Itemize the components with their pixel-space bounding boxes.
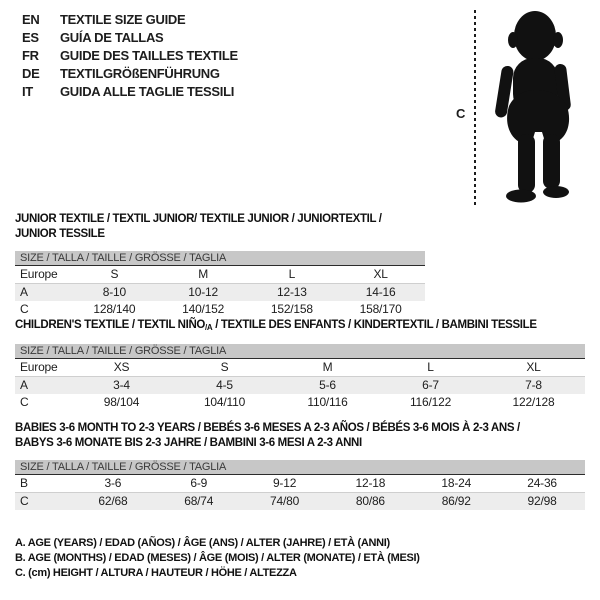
section-junior-textile (15, 212, 425, 318)
table-cell: 104/110 (203, 395, 246, 409)
table-cell: 68/74 (184, 494, 214, 508)
section-childrens-textile (15, 318, 585, 411)
lang-title: TEXTILGRÖßENFÜHRUNG (60, 65, 220, 81)
table-cell: 6-9 (156, 475, 242, 493)
children-size-table (15, 359, 585, 411)
section-heading-line1: BABIES 3-6 MONTH TO 2-3 YEARS / BEBÉS 3-6 MESES A 2-3 AÑOS / BÉBÉS 3-6 MOIS À 2-3 ANS / (15, 422, 520, 434)
lang-title: GUÍA DE TALLAS (60, 29, 164, 45)
lang-row-de (22, 64, 238, 82)
table-cell: 12-18 (327, 475, 413, 493)
language-title-list (22, 10, 238, 100)
lang-code: EN (22, 11, 40, 27)
table-row (15, 493, 585, 511)
table-cell: 152/158 (270, 302, 313, 316)
table-cell: 4-5 (216, 378, 233, 392)
column-header: M (159, 266, 248, 284)
table-cell: 18-24 (413, 475, 499, 493)
column-header: M (276, 359, 379, 377)
table-cell: 128/140 (93, 302, 136, 316)
table-cell: 3-4 (113, 378, 130, 392)
table-cell: 158/170 (359, 302, 402, 316)
legend-line-b: B. AGE (MONTHS) / EDAD (MESES) / ÂGE (MOIS) / ALTER (MONATE) / ETÀ (MESI) (15, 552, 420, 564)
table-cell: 3-6 (70, 475, 156, 493)
column-header: S (70, 266, 159, 284)
lang-code: DE (22, 65, 40, 81)
lang-title: GUIDA ALLE TAGLIE TESSILI (60, 83, 235, 99)
table-cell: 74/80 (270, 494, 300, 508)
size-header-bar: SIZE / TALLA / TAILLE / GRÖSSE / TAGLIA (15, 251, 425, 266)
table-cell: 110/116 (307, 395, 348, 409)
table-cell: 80/86 (355, 494, 385, 508)
row-label: C (20, 494, 29, 508)
legend-line-c: C. (cm) HEIGHT / ALTURA / HAUTEUR / HÖHE / ALTEZZA (15, 567, 297, 579)
lang-code: FR (22, 47, 39, 63)
table-row (15, 394, 585, 411)
row-label: A (20, 285, 28, 299)
lang-row-en (22, 10, 238, 28)
lang-code: ES (22, 29, 39, 45)
column-header: L (248, 266, 337, 284)
section-heading-line2: BABYS 3-6 MONATE BIS 2-3 JAHRE / BAMBINI 3-6 MESI A 2-3 ANNI (15, 437, 362, 449)
table-row (15, 301, 425, 318)
size-header-bar: SIZE / TALLA / TAILLE / GRÖSSE / TAGLIA (15, 344, 585, 359)
row-label: C (20, 395, 29, 409)
table-cell: 6-7 (422, 378, 439, 392)
table-row (15, 359, 585, 377)
column-header: XS (70, 359, 173, 377)
measure-legend (15, 536, 420, 581)
column-header: XL (482, 359, 585, 377)
height-measure-line (474, 10, 476, 206)
heading-subscript: /A (205, 323, 213, 332)
column-header: L (379, 359, 482, 377)
lang-row-it (22, 82, 238, 100)
legend-line-a: A. AGE (YEARS) / EDAD (AÑOS) / ÂGE (ANS) / ALTER (JAHRE) / ETÀ (ANNI) (15, 537, 390, 549)
baby-silhouette-image (485, 8, 585, 206)
table-cell: 140/152 (182, 302, 225, 316)
row-label: C (20, 302, 29, 316)
section-heading (15, 318, 585, 335)
section-babies-textile (15, 421, 585, 510)
table-row (15, 266, 425, 284)
column-header: XL (336, 266, 425, 284)
column-header: Europe (15, 266, 70, 284)
section-heading: JUNIOR TEXTILE / TEXTIL JUNIOR/ TEXTILE JUNIOR / JUNIORTEXTIL / JUNIOR TESSILE (15, 213, 382, 240)
lang-code: IT (22, 83, 33, 99)
table-cell: 122/128 (512, 395, 555, 409)
lang-title: TEXTILE SIZE GUIDE (60, 11, 186, 27)
column-header: S (173, 359, 276, 377)
table-cell: 8-10 (102, 285, 126, 299)
column-header: Europe (15, 359, 70, 377)
baby-height-figure (448, 6, 598, 208)
babies-size-table (15, 475, 585, 510)
row-label: A (20, 378, 28, 392)
table-row (15, 475, 585, 493)
table-cell: 62/68 (98, 494, 128, 508)
lang-row-es (22, 28, 238, 46)
table-cell: 116/122 (409, 395, 452, 409)
table-cell: 24-36 (499, 475, 585, 493)
size-header-bar: SIZE / TALLA / TAILLE / GRÖSSE / TAGLIA (15, 460, 585, 475)
table-cell: 7-8 (525, 378, 542, 392)
table-cell: 86/92 (441, 494, 471, 508)
table-row (15, 377, 585, 395)
row-label: B (15, 475, 70, 493)
table-cell: 10-12 (188, 285, 218, 299)
lang-row-fr (22, 46, 238, 64)
junior-size-table (15, 266, 425, 318)
heading-text: / TEXTILE DES ENFANTS / KINDERTEXTIL / BAMBINI TESSILE (212, 319, 537, 331)
table-cell: 12-13 (277, 285, 307, 299)
heading-text: CHILDREN'S TEXTILE / TEXTIL NIÑO (15, 319, 206, 331)
table-cell: 14-16 (365, 285, 396, 299)
table-cell: 92/98 (527, 494, 557, 508)
table-cell: 9-12 (242, 475, 328, 493)
table-row (15, 284, 425, 302)
table-cell: 5-6 (319, 378, 336, 392)
lang-title: GUIDE DES TAILLES TEXTILE (60, 47, 238, 63)
table-cell: 98/104 (103, 395, 140, 409)
height-measure-label: C (456, 106, 466, 121)
